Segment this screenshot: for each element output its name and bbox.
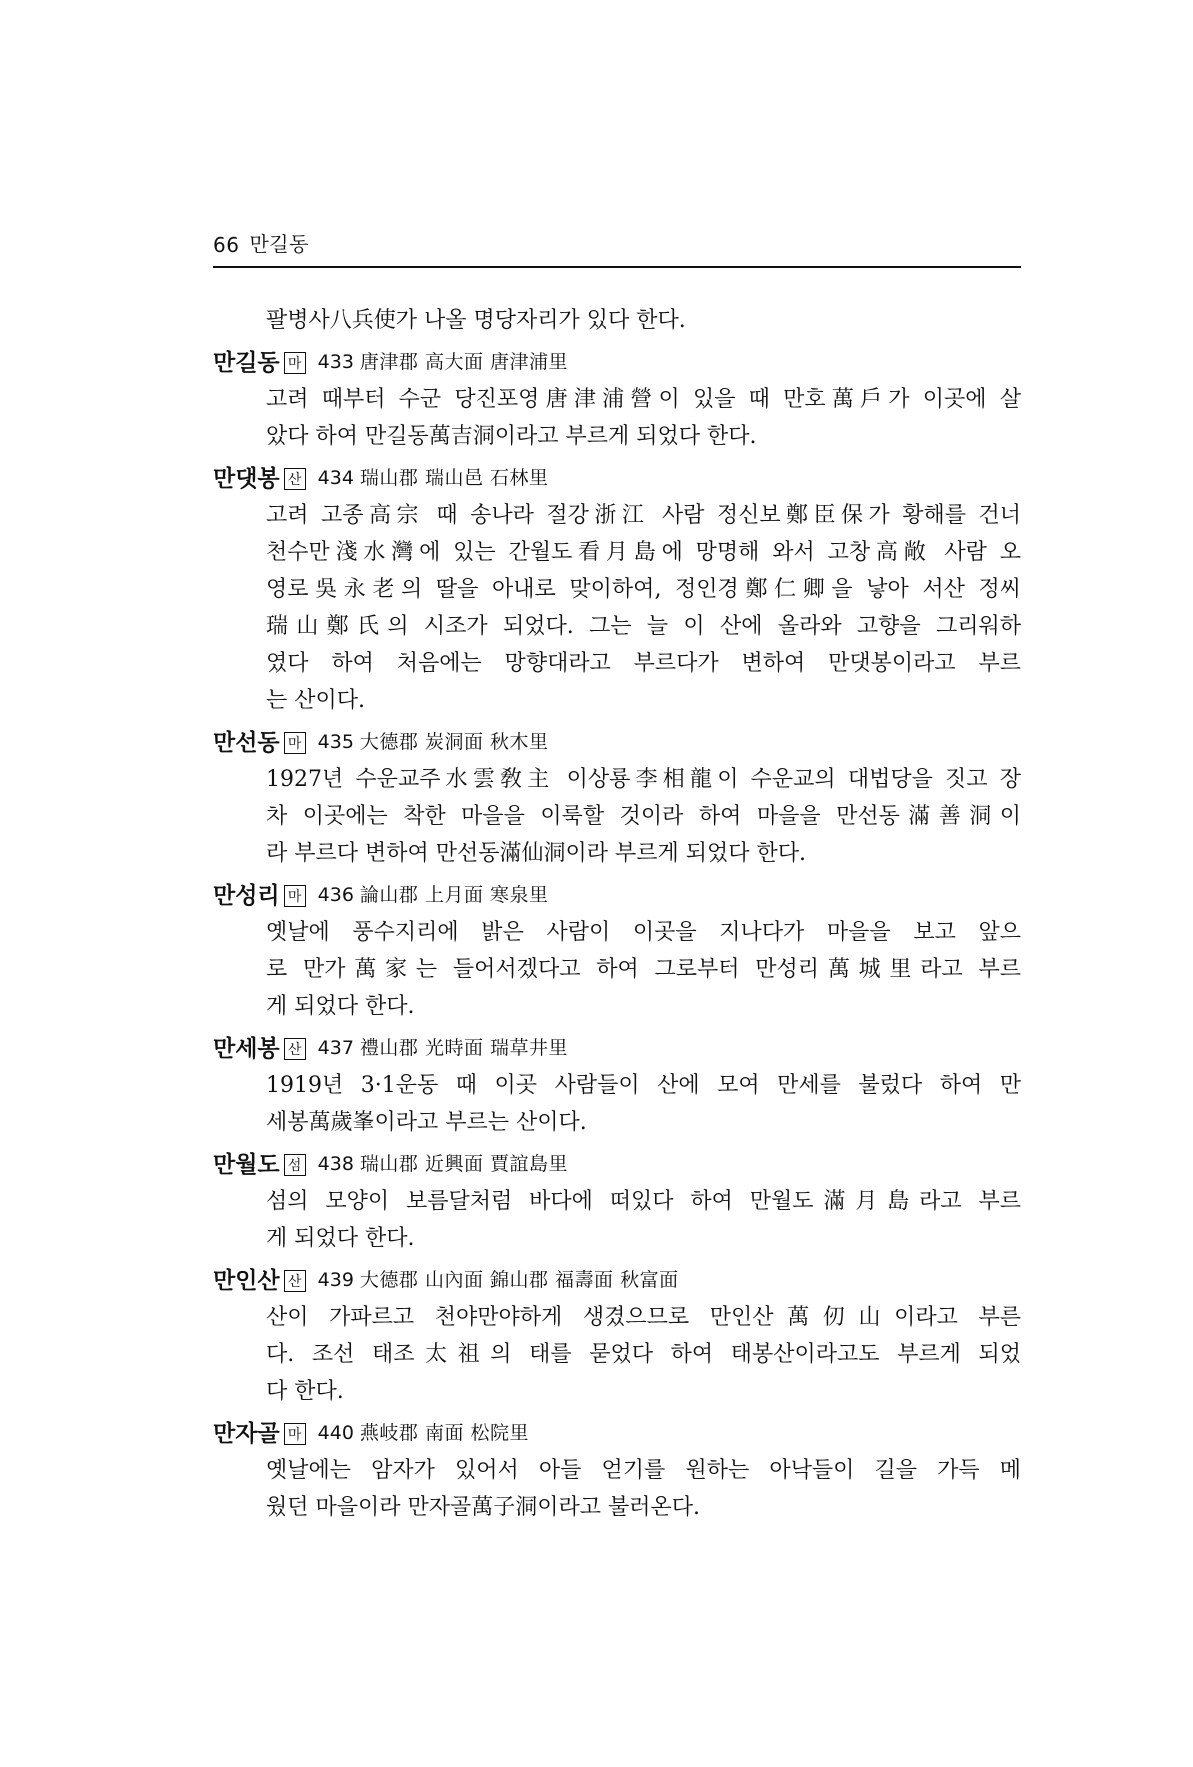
entry-text-line: 다. 조선 태조太祖의 태를 묻었다 하여 태봉산이라고도 부르게 되었 — [266, 1342, 1021, 1367]
entry-location: 燕岐郡 南面 松院里 — [359, 1422, 530, 1444]
entry-text-line: 영로吳永老의 딸을 아내로 맞이하여, 정인경鄭仁卿을 낳아 서산 정씨 — [266, 577, 1021, 602]
entry-type-badge: 마 — [284, 1423, 306, 1445]
continued-paragraph-line: 팔병사八兵使가 나올 명당자리가 있다 한다. — [266, 308, 686, 333]
entry-type-badge: 산 — [284, 1038, 306, 1060]
entry — [213, 877, 1021, 1025]
entry-number: 440 — [317, 1422, 354, 1444]
entry-location: 瑞山郡 近興面 賈誼島里 — [359, 1153, 569, 1175]
entry-head — [213, 344, 1021, 381]
entry-text-line: 천수만淺水灣에 있는 간월도看月島에 망명해 와서 고창高敞 사람 오 — [266, 540, 1021, 565]
page-body — [213, 302, 1021, 1526]
entry-text-line: 았다 하여 만길동萬吉洞이라고 부르게 되었다 한다. — [266, 424, 757, 449]
entry-text-line: 옛날에는 암자가 있어서 아들 얻기를 원하는 아낙들이 길을 가득 메 — [266, 1458, 1021, 1483]
entry-location: 唐津郡 高大面 唐津浦里 — [359, 351, 569, 373]
entry-text-line: 옛날에 풍수지리에 밝은 사람이 이곳을 지나다가 마을을 보고 앞으 — [266, 920, 1021, 945]
entry-title: 만월도 — [213, 1151, 280, 1178]
entry-title: 만댓봉 — [213, 465, 280, 492]
entry — [213, 460, 1021, 719]
entry-title: 만길동 — [213, 349, 280, 376]
entry-number: 439 — [317, 1269, 354, 1291]
entry-text-line: 차 이곳에는 착한 마을을 이룩할 것이라 하여 마을을 만선동滿善洞이 — [266, 804, 1021, 829]
entry-text-line: 고려 고종高宗 때 송나라 절강浙江 사람 정신보鄭臣保가 황해를 건너 — [266, 503, 1021, 528]
entry-location: 瑞山郡 瑞山邑 石林里 — [359, 467, 549, 489]
entry-text-line: 섬의 모양이 보름달처럼 바다에 떠있다 하여 만월도滿月島라고 부르 — [266, 1189, 1021, 1214]
entry-location: 大德郡 炭洞面 秋木里 — [359, 731, 549, 753]
entry-text-line: 고려 때부터 수군 당진포영唐津浦營이 있을 때 만호萬戶가 이곳에 살 — [266, 387, 1021, 412]
entry-text-line: 1927년 수운교주水雲敎主 이상룡李相龍이 수운교의 대법당을 짓고 장 — [266, 767, 1021, 792]
entry-text-line: 게 되었다 한다. — [266, 1226, 415, 1251]
entry-head — [213, 1415, 1021, 1452]
page-number: 66 — [213, 233, 240, 257]
entry-head — [213, 1262, 1021, 1299]
entry-type-badge: 산 — [284, 468, 306, 490]
entry-text-line: 산이 가파르고 천야만야하게 생겼으므로 만인산萬仞山이라고 부른 — [266, 1305, 1021, 1330]
entry-type-badge: 섬 — [284, 1154, 306, 1176]
entry-text-line: 웠던 마을이라 만자골萬子洞이라고 불러온다. — [266, 1495, 701, 1520]
entry-number: 435 — [317, 731, 354, 753]
entry-text-line: 瑞山鄭氏의 시조가 되었다. 그는 늘 이 산에 올라와 고향을 그리워하 — [266, 614, 1021, 639]
entry-number: 433 — [317, 351, 354, 373]
entry-title: 만선동 — [213, 729, 280, 756]
entry-list — [213, 344, 1021, 1526]
entry-text-line: 1919년 3·1운동 때 이곳 사람들이 산에 모여 만세를 불렀다 하여 만 — [266, 1073, 1021, 1098]
page-header — [213, 228, 1021, 268]
entry-head — [213, 724, 1021, 761]
entry-text-line: 라 부르다 변하여 만선동滿仙洞이라 부르게 되었다 한다. — [266, 841, 806, 866]
entry-type-badge: 마 — [284, 732, 306, 754]
entry-number: 437 — [317, 1037, 354, 1059]
entry — [213, 1415, 1021, 1526]
entry — [213, 1030, 1021, 1141]
entry-head — [213, 1146, 1021, 1183]
entry-number: 434 — [317, 467, 354, 489]
entry-text-line: 게 되었다 한다. — [266, 994, 415, 1019]
entry-type-badge: 마 — [284, 885, 306, 907]
entry-text-line: 였다 하여 처음에는 망향대라고 부르다가 변하여 만댓봉이라고 부르 — [266, 651, 1021, 676]
entry — [213, 1146, 1021, 1257]
entry-head — [213, 877, 1021, 914]
entry-title: 만인산 — [213, 1267, 280, 1294]
entry-title: 만세봉 — [213, 1035, 280, 1062]
entry — [213, 344, 1021, 455]
entry-text-line: 세봉萬歲峯이라고 부르는 산이다. — [266, 1110, 587, 1135]
entry-location: 禮山郡 光時面 瑞草井里 — [359, 1037, 569, 1059]
entry-text-line: 는 산이다. — [266, 688, 365, 713]
entry-number: 436 — [317, 884, 354, 906]
entry-location: 大德郡 山內面 錦山郡 福壽面 秋富面 — [359, 1269, 679, 1291]
entry-head — [213, 460, 1021, 497]
entry-text-line: 로 만가萬家는 들어서겠다고 하여 그로부터 만성리萬城里라고 부르 — [266, 957, 1021, 982]
entry-number: 438 — [317, 1153, 354, 1175]
entry-head — [213, 1030, 1021, 1067]
entry-type-badge: 산 — [284, 1270, 306, 1292]
running-head-title: 만길동 — [249, 232, 309, 256]
entry — [213, 724, 1021, 872]
entry-location: 論山郡 上月面 寒泉里 — [359, 884, 549, 906]
entry-title: 만자골 — [213, 1420, 280, 1447]
entry-title: 만성리 — [213, 882, 280, 909]
entry-type-badge: 마 — [284, 352, 306, 374]
entry — [213, 1262, 1021, 1410]
entry-text-line: 다 한다. — [266, 1379, 344, 1404]
